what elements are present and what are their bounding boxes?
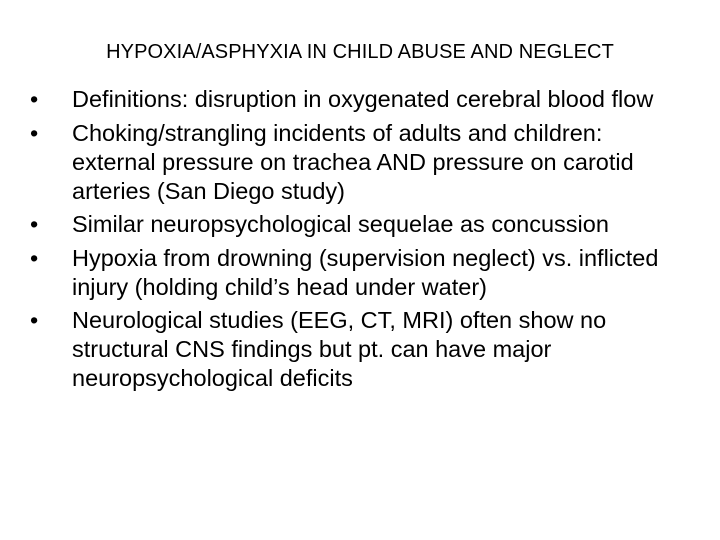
bullet-text: Choking/strangling incidents of adults and children: external pressure on trachea AND pressure on carotid arteries (San Diego study) — [72, 119, 634, 204]
slide-title: HYPOXIA/ASPHYXIA IN CHILD ABUSE AND NEGLECT — [106, 41, 614, 63]
bullet-text: Definitions: disruption in oxygenated cerebral blood flow — [72, 86, 654, 112]
bullet-item — [30, 210, 690, 239]
bullet-icon: • — [30, 307, 39, 333]
bullet-icon: • — [30, 119, 39, 146]
bullet-text: Similar neuropsychological sequelae as concussion — [72, 211, 609, 237]
bullet-item — [30, 244, 690, 302]
bullet-item — [30, 119, 690, 206]
bullet-icon: • — [30, 86, 39, 112]
bullet-text: Hypoxia from drowning (supervision neglect) vs. inflicted injury (holding child’s head under water) — [72, 244, 659, 300]
bullet-icon: • — [30, 211, 39, 237]
bullet-text: Neurological studies (EEG, CT, MRI) often show no structural CNS findings but pt. can have major neuropsychological deficits — [72, 307, 607, 391]
bullet-item — [30, 85, 690, 114]
bullet-icon: • — [30, 244, 39, 271]
bullet-list — [30, 85, 690, 398]
bullet-item — [30, 306, 690, 393]
